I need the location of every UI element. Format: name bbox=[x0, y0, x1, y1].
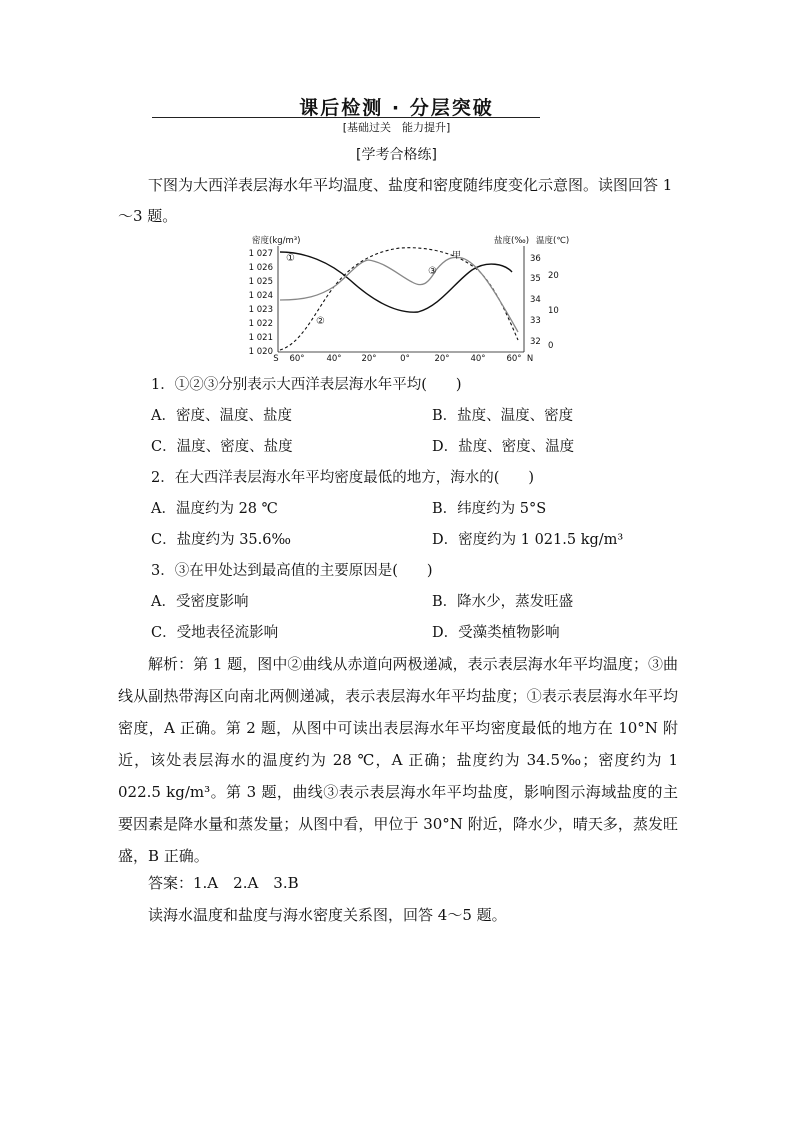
answer-line: 答案：1.A 2.A 3.B bbox=[148, 874, 299, 892]
salinity-ticks bbox=[530, 254, 541, 347]
q3-option-b: B．降水少，蒸发旺盛 bbox=[432, 594, 574, 610]
next-intro-text: 读海水温度和盐度与海水密度关系图，回答 4～5 题。 bbox=[148, 906, 507, 924]
q3-option-a: A．受密度影响 bbox=[151, 594, 249, 610]
left-tick: 1 020 bbox=[248, 347, 273, 357]
salinity-tick: 34 bbox=[530, 295, 541, 305]
q1-option-c: C．温度、密度、盐度 bbox=[151, 439, 293, 455]
left-axis-label: 密度(kg/m³) bbox=[252, 236, 301, 246]
temperature-tick: 0 bbox=[548, 341, 554, 351]
left-tick: 1 021 bbox=[248, 333, 273, 343]
q2-option-b: B．纬度约为 5°S bbox=[432, 501, 547, 517]
q2-option-c: C．盐度约为 35.6‰ bbox=[151, 532, 291, 548]
salinity-tick: 32 bbox=[530, 337, 541, 347]
q1-option-a: A．密度、温度、盐度 bbox=[151, 408, 292, 424]
ocean-properties-figure bbox=[0, 232, 793, 362]
x-tick: 0° bbox=[400, 354, 410, 362]
temperature-tick: 20 bbox=[548, 271, 559, 281]
question-2-stem: 2．在大西洋表层海水年平均密度最低的地方，海水的( ) bbox=[151, 470, 535, 486]
curve-temperature bbox=[280, 248, 518, 350]
x-ticks bbox=[273, 354, 533, 362]
page-subtitle: [基础过关 能力提升] bbox=[342, 121, 451, 134]
salinity-tick: 36 bbox=[530, 254, 541, 264]
q1-option-b: B．盐度、温度、密度 bbox=[432, 408, 574, 424]
right-axis-label-temperature: 温度(℃) bbox=[536, 236, 570, 246]
x-tick: 40° bbox=[470, 354, 486, 362]
left-tick: 1 025 bbox=[248, 277, 273, 287]
intro-text: 下图为大西洋表层海水年平均温度、盐度和密度随纬度变化示意图。读图回答 1～3 题。 bbox=[118, 176, 673, 225]
q3-option-c: C．受地表径流影响 bbox=[151, 625, 279, 641]
question-3-stem: 3．③在甲处达到最高值的主要原因是( ) bbox=[151, 563, 433, 579]
curve-label-jia: 甲 bbox=[452, 251, 462, 261]
salinity-tick: 33 bbox=[530, 316, 541, 326]
left-tick: 1 022 bbox=[248, 319, 273, 329]
analysis-text: 解析：第 1 题，图中②曲线从赤道向两极递减，表示表层海水年平均温度；③曲线从副热带海区向南北两侧递减，表示表层海水年平均盐度；①表示表层海水年平均密度，A 正确。第 2 题，从图中可读出表层海水年平均密度最低的地方在 10°N 附近，该处表层海水的温度约为 28 ℃，A 正确；盐度约为 34.5‰；密度约为 1 022.5 kg/m³。第 3 题，曲线③表示表层海水年平均盐度，影响图示海域盐度的主要因素是降水量和蒸发量；从图中看，甲位于 30°N 附近，降水少，晴天多，蒸发旺盛，B 正确。 bbox=[118, 655, 678, 865]
right-axis-label-salinity: 盐度(‰) bbox=[494, 236, 530, 246]
left-tick: 1 023 bbox=[248, 305, 273, 315]
curve-label-2: ② bbox=[316, 316, 325, 327]
x-tick: 60° bbox=[506, 354, 522, 362]
left-tick: 1 027 bbox=[248, 249, 273, 259]
left-ticks bbox=[249, 249, 273, 357]
x-tick: 60° bbox=[289, 354, 305, 362]
q2-option-a: A．温度约为 28 ℃ bbox=[151, 501, 278, 517]
x-tick: 20° bbox=[434, 354, 450, 362]
q3-option-d: D．受藻类植物影响 bbox=[432, 625, 560, 641]
left-tick: 1 024 bbox=[248, 291, 273, 301]
title-rule bbox=[152, 117, 540, 118]
temperature-tick: 10 bbox=[548, 306, 559, 316]
q2-option-d: D．密度约为 1 021.5 kg/m³ bbox=[432, 532, 624, 548]
salinity-tick: 35 bbox=[530, 274, 541, 284]
curve-label-3: ③ bbox=[428, 266, 437, 277]
curve-density bbox=[280, 252, 512, 312]
x-axis-end: N bbox=[526, 354, 534, 362]
temperature-ticks bbox=[548, 271, 559, 351]
x-axis-start: S bbox=[273, 354, 279, 362]
question-1-stem: 1．①②③分别表示大西洋表层海水年平均( ) bbox=[151, 377, 462, 393]
x-tick: 20° bbox=[361, 354, 377, 362]
curve-label-1: ① bbox=[286, 253, 295, 264]
q1-option-d: D．盐度、密度、温度 bbox=[432, 439, 575, 455]
x-tick: 40° bbox=[326, 354, 342, 362]
section-title: [学考合格练] bbox=[356, 147, 437, 163]
page-title: 课后检测 · 分层突破 bbox=[299, 97, 494, 119]
left-tick: 1 026 bbox=[248, 263, 273, 273]
